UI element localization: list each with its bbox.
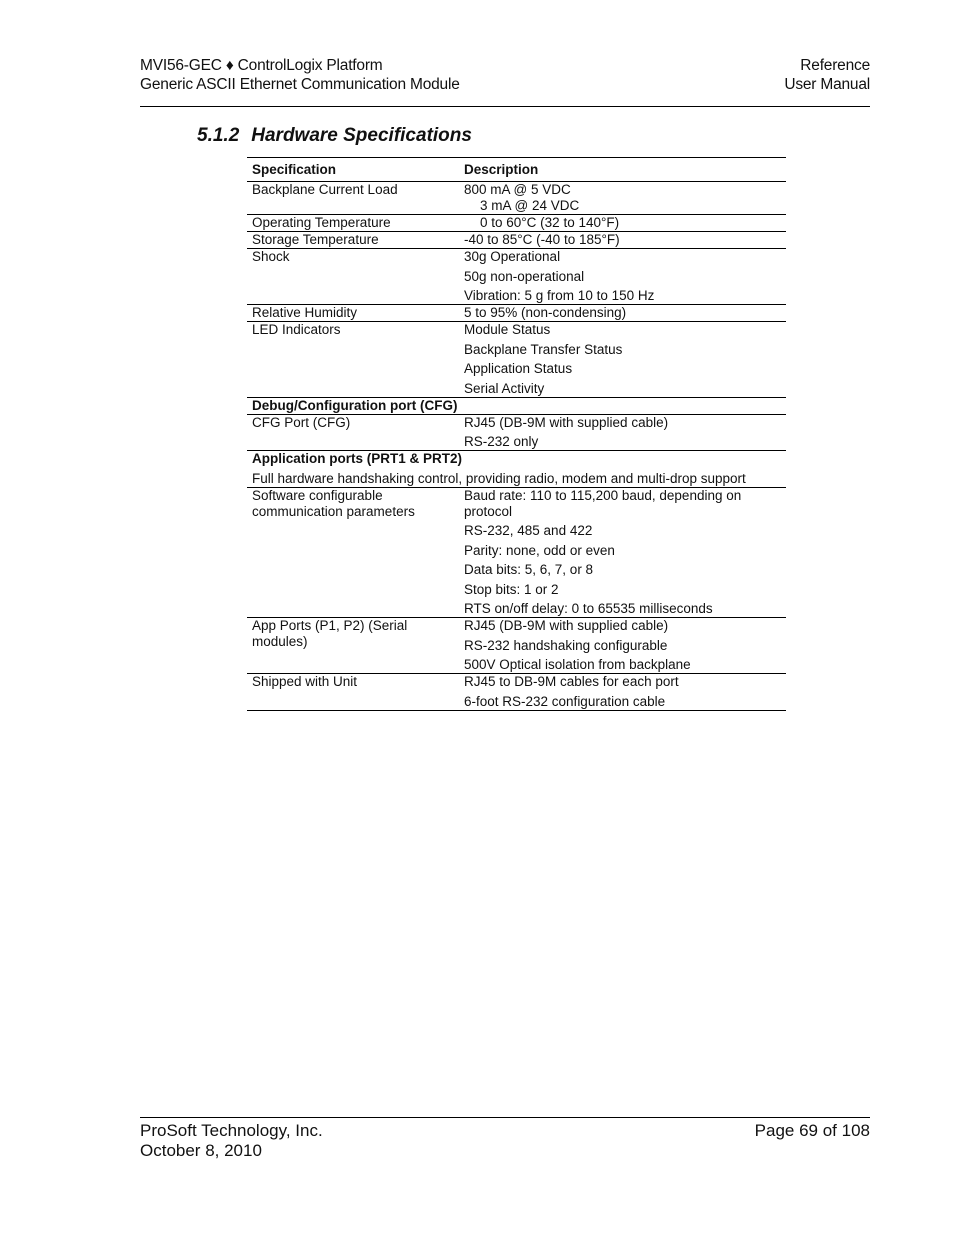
desc-line: Module Status (464, 322, 551, 337)
desc-line: RS-232, 485 and 422 (464, 523, 593, 538)
table-row (247, 182, 786, 215)
desc-cell (459, 182, 786, 215)
desc-cell (459, 674, 786, 711)
header-doc-type: User Manual (784, 76, 870, 93)
desc-line: 0 to 60°C (32 to 140°F) (480, 215, 620, 230)
desc-line: RJ45 (DB-9M with supplied cable) (464, 414, 669, 430)
spec-cell: App Ports (P1, P2) (Serial modules) (252, 618, 408, 649)
desc-cell (459, 487, 786, 618)
header-section: Reference (800, 57, 870, 74)
desc-line: Vibration: 5 g from 10 to 150 Hz (464, 288, 655, 303)
table-row (247, 674, 786, 711)
table-row (247, 487, 786, 618)
spec-cell: Software configurable communication parameters (252, 487, 415, 519)
desc-line: RS-232 only (464, 434, 539, 449)
table-row (247, 414, 786, 451)
page-footer (140, 1117, 870, 1160)
desc-line: RJ45 to DB-9M cables for each port (464, 674, 679, 689)
desc-line: Stop bits: 1 or 2 (464, 581, 559, 597)
column-header-desc: Description (464, 162, 539, 177)
header-right (784, 56, 870, 94)
desc-line: 800 mA @ 5 VDC (464, 182, 571, 197)
desc-line: Data bits: 5, 6, 7, or 8 (464, 562, 594, 577)
debug-port-heading: Debug/Configuration port (CFG) (252, 397, 458, 413)
column-header-spec: Specification (252, 162, 337, 177)
desc-line: Backplane Transfer Status (464, 341, 623, 357)
subsection-row (247, 451, 786, 488)
desc-cell (459, 249, 786, 305)
spec-cell: Operating Temperature (252, 215, 391, 230)
footer-page-number: Page 69 of 108 (754, 1121, 870, 1140)
subsection-row (247, 397, 786, 414)
table-row (247, 249, 786, 305)
page-header (140, 56, 870, 107)
table-row (247, 322, 786, 398)
desc-cell (459, 305, 786, 322)
table-row (247, 618, 786, 674)
desc-line: 6-foot RS-232 configuration cable (464, 693, 666, 709)
desc-cell (459, 232, 786, 249)
spec-cell: Storage Temperature (252, 232, 379, 247)
section-number: 5.1.2 (197, 125, 240, 146)
desc-line: 30g Operational (464, 249, 561, 264)
table-row (247, 232, 786, 249)
app-ports-cell (247, 451, 786, 488)
header-left (140, 56, 460, 94)
spec-cell: Relative Humidity (252, 305, 358, 320)
table-header-row (247, 158, 786, 182)
desc-line: RJ45 (DB-9M with supplied cable) (464, 618, 669, 633)
footer-company: ProSoft Technology, Inc. (140, 1121, 323, 1140)
desc-line: 500V Optical isolation from backplane (464, 657, 691, 672)
desc-line: RS-232 handshaking configurable (464, 637, 668, 653)
hardware-spec-table (247, 157, 786, 711)
app-ports-heading: Application ports (PRT1 & PRT2) (252, 451, 463, 466)
desc-line: Serial Activity (464, 380, 545, 396)
app-ports-subheading: Full hardware handshaking control, providing radio, modem and multi-drop support (252, 470, 746, 486)
section-heading (197, 125, 472, 147)
spec-cell: Shock (252, 249, 290, 264)
desc-line: Application Status (464, 361, 573, 376)
spec-cell: LED Indicators (252, 322, 341, 337)
header-module-name: Generic ASCII Ethernet Communication Module (140, 76, 460, 93)
desc-line: Baud rate: 110 to 115,200 baud, depending on protocol (464, 487, 742, 519)
footer-date: October 8, 2010 (140, 1141, 262, 1160)
desc-line: 50g non-operational (464, 268, 585, 284)
desc-line: -40 to 85°C (-40 to 185°F) (464, 232, 620, 247)
table-row (247, 305, 786, 322)
footer-left (140, 1121, 323, 1161)
spec-cell: Backplane Current Load (252, 182, 398, 197)
desc-cell (459, 215, 786, 232)
desc-cell (459, 414, 786, 451)
spec-cell: CFG Port (CFG) (252, 414, 351, 430)
desc-cell (459, 322, 786, 398)
table-row (247, 215, 786, 232)
desc-line: Parity: none, odd or even (464, 542, 615, 558)
desc-line: 5 to 95% (non-condensing) (464, 305, 627, 320)
desc-line: RTS on/off delay: 0 to 65535 milliseconds (464, 601, 713, 616)
spec-cell: Shipped with Unit (252, 674, 358, 689)
desc-cell (459, 618, 786, 674)
header-product-line: MVI56-GEC ♦ ControlLogix Platform (140, 57, 383, 74)
desc-line: 3 mA @ 24 VDC (480, 198, 580, 213)
section-title: Hardware Specifications (251, 125, 472, 146)
